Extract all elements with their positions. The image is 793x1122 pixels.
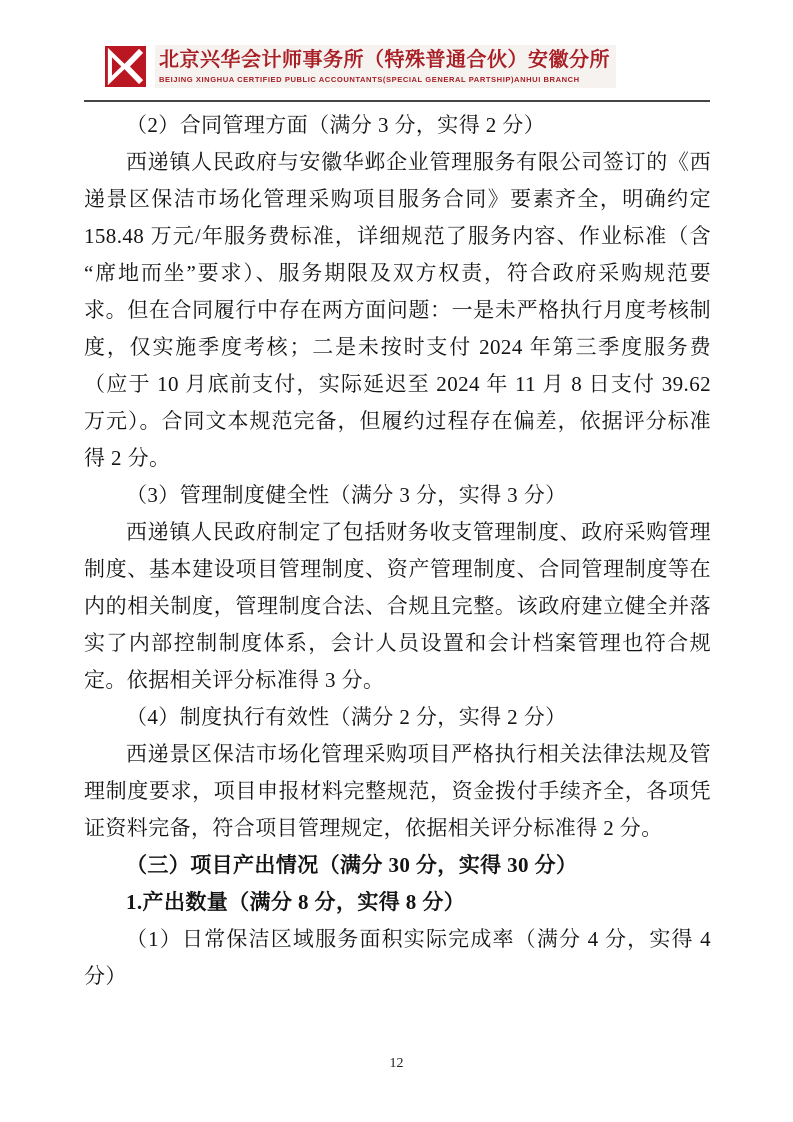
paragraph-subheading: （4）制度执行有效性（满分 2 分，实得 2 分）	[126, 705, 567, 729]
letterhead	[105, 45, 616, 88]
org-name-en: BEIJING XINGHUA CERTIFIED PUBLIC ACCOUNTANTS(SPECIAL GENERAL PARTSHIP)ANHUI BRANCH	[159, 75, 580, 84]
paragraph-body: 西递景区保洁市场化管理采购项目严格执行相关法律法规及管理制度要求，项目申报材料完整规范，资金拨付手续齐全，各项凭证资料完备，符合项目管理规定，依据相关评分标准得 2 分。	[84, 742, 711, 840]
page-number: 12	[389, 1056, 404, 1071]
paragraph-subheading: （3）管理制度健全性（满分 3 分，实得 3 分）	[126, 483, 567, 507]
header-divider	[84, 100, 710, 102]
paragraph-body: （1）日常保洁区域服务面积实际完成率（满分 4 分，实得 4 分）	[84, 927, 711, 988]
paragraph-body: 西递镇人民政府制定了包括财务收支管理制度、政府采购管理制度、基本建设项目管理制度、资产管理制度、合同管理制度等在内的相关制度，管理制度合法、合规且完整。该政府建立健全并落实了内部控制制度体系，会计人员设置和会计档案管理也符合规定。依据相关评分标准得 3 分。	[84, 520, 711, 692]
paragraph-subheading: （2）合同管理方面（满分 3 分，实得 2 分）	[126, 113, 546, 137]
xinghua-logo-icon	[105, 45, 146, 88]
page-footer	[0, 1056, 793, 1072]
paragraph-body: 西递镇人民政府与安徽华邺企业管理服务有限公司签订的《西递景区保洁市场化管理采购项目服务合同》要素齐全，明确约定 158.48 万元/年服务费标准，详细规范了服务内容、作业标准（含“席地而坐”要求）、服务期限及双方权责，符合政府采购规范要求。但在合同履行中存在两方面问题：一是未严格执行月度考核制度，仅实施季度考核；二是未按时支付 2024 年第三季度服务费（应于 10 月底前支付，实际延迟至 2024 年 11 月 8 日支付 39.62 万元）。合同文本规范完备，但履约过程存在偏差，依据评分标准得 2 分。	[84, 150, 711, 470]
letterhead-text	[155, 45, 616, 88]
document-body	[84, 107, 711, 995]
paragraph-heading-bold: （三）项目产出情况（满分 30 分，实得 30 分）	[126, 853, 578, 877]
org-name-cn: 北京兴华会计师事务所（特殊普通合伙）安徽分所	[159, 49, 610, 71]
paragraph-heading-bold: 1.产出数量（满分 8 分，实得 8 分）	[126, 890, 466, 914]
